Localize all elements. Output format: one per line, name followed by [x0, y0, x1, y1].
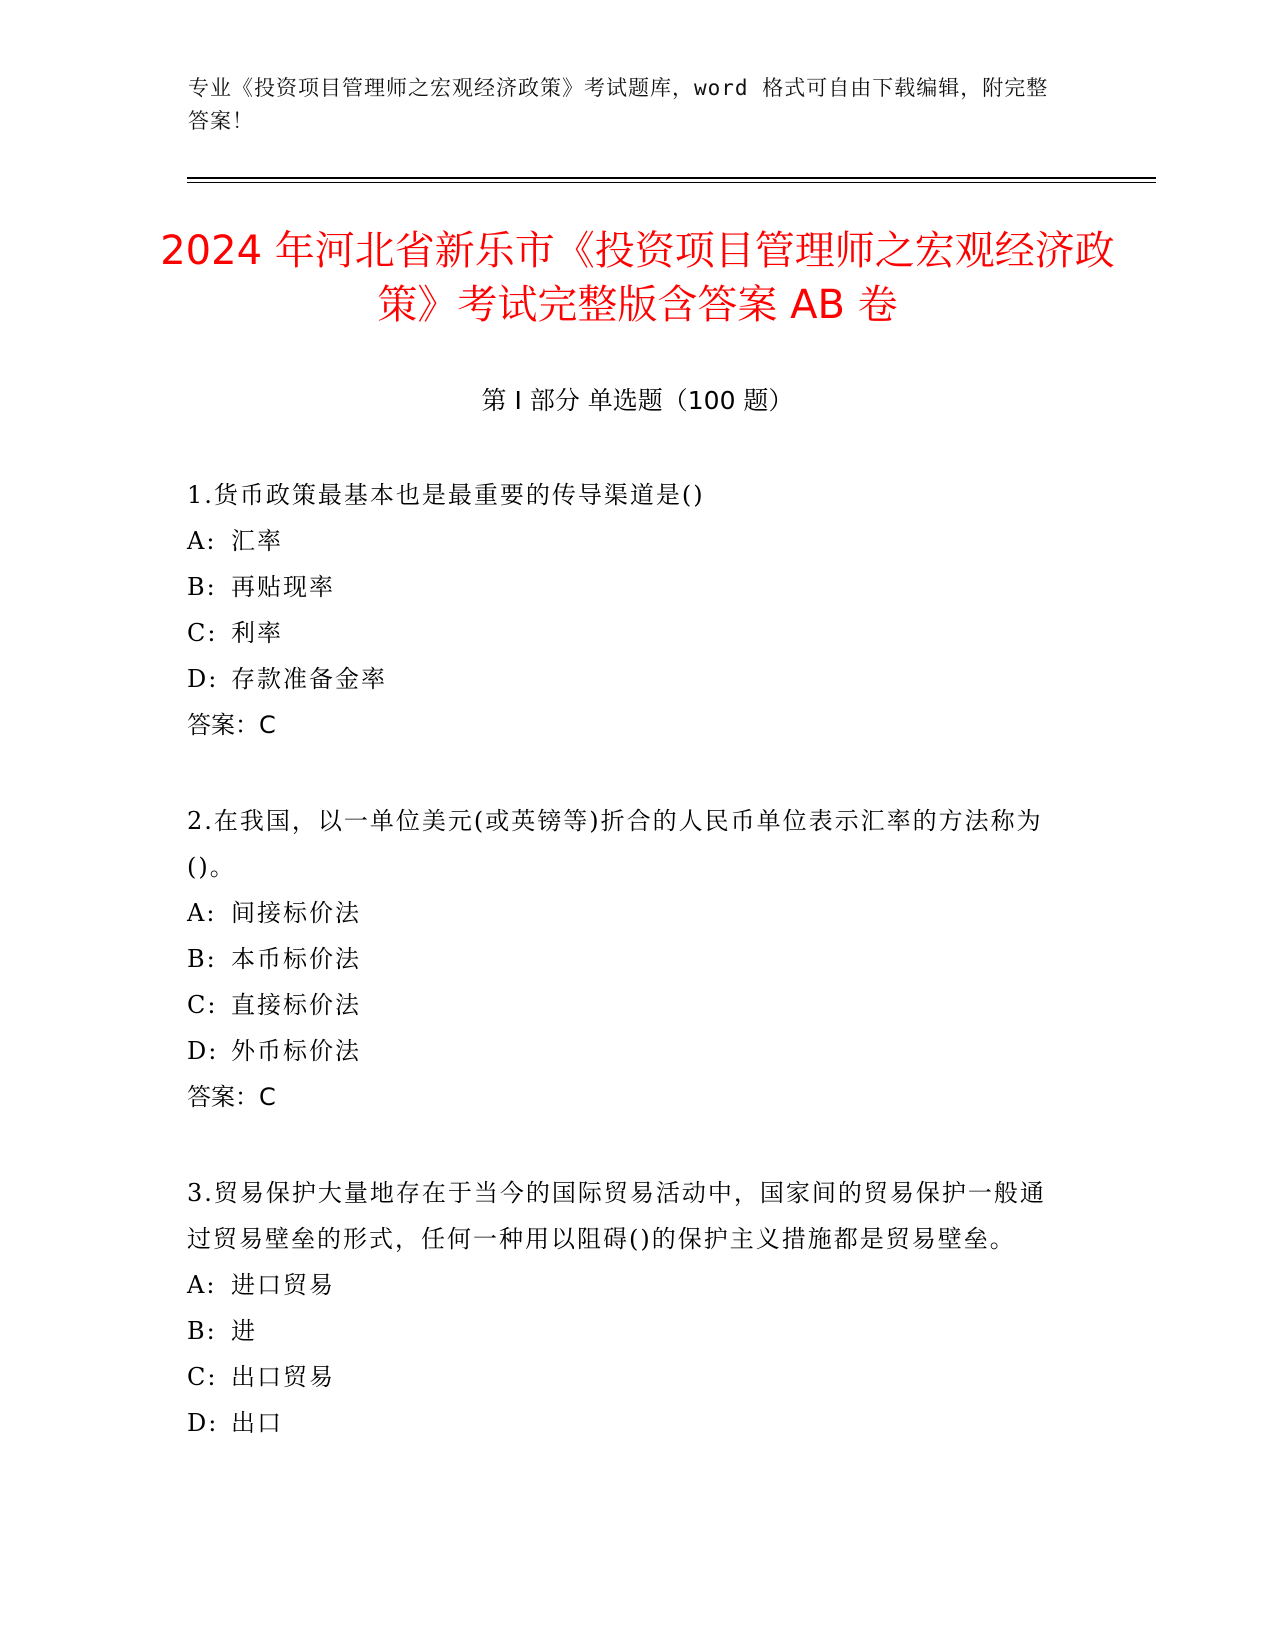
option-text: 本币标价法	[231, 945, 361, 973]
header-divider-thin	[187, 182, 1156, 183]
option-d	[187, 1400, 1067, 1446]
option-key: A:	[187, 527, 217, 555]
option-key: C:	[187, 991, 218, 1019]
option-c	[187, 1354, 1067, 1400]
option-b	[187, 1308, 1067, 1354]
option-b	[187, 936, 1067, 982]
document-title: 2024 年河北省新乐市《投资项目管理师之宏观经济政策》考试完整版含答案 AB 卷	[160, 228, 1115, 328]
option-text: 进	[231, 1317, 257, 1345]
option-key: B:	[187, 945, 217, 973]
header-divider-thick	[187, 177, 1156, 179]
option-key: B:	[187, 1317, 217, 1345]
option-text: 出口	[231, 1409, 283, 1437]
option-a	[187, 518, 1067, 564]
option-text: 利率	[231, 619, 283, 647]
option-a	[187, 890, 1067, 936]
question-stem: 1.货币政策最基本也是最重要的传导渠道是()	[187, 481, 705, 509]
question-stem: 2.在我国，以一单位美元(或英镑等)折合的人民币单位表示汇率的方法称为()。	[187, 807, 1043, 881]
answer-line: 答案：C	[187, 1083, 276, 1111]
option-d	[187, 1028, 1067, 1074]
option-key: D:	[187, 1409, 219, 1437]
option-text: 外币标价法	[231, 1037, 361, 1065]
question-list	[187, 472, 1067, 1496]
question-2	[187, 798, 1067, 1120]
option-c	[187, 982, 1067, 1028]
option-key: B:	[187, 573, 217, 601]
option-key: C:	[187, 619, 218, 647]
option-text: 直接标价法	[231, 991, 361, 1019]
option-key: A:	[187, 899, 217, 927]
option-text: 存款准备金率	[231, 665, 387, 693]
option-b	[187, 564, 1067, 610]
question-1	[187, 472, 1067, 748]
option-key: C:	[187, 1363, 218, 1391]
option-text: 进口贸易	[231, 1271, 335, 1299]
option-key: A:	[187, 1271, 217, 1299]
option-key: D:	[187, 1037, 219, 1065]
option-text: 间接标价法	[231, 899, 361, 927]
option-c	[187, 610, 1067, 656]
header-note: 专业《投资项目管理师之宏观经济政策》考试题库，word 格式可自由下载编辑，附完整答案！	[188, 76, 1049, 133]
option-text: 汇率	[231, 527, 283, 555]
option-a	[187, 1262, 1067, 1308]
option-d	[187, 656, 1067, 702]
section-heading: 第 I 部分 单选题（100 题）	[481, 386, 794, 415]
option-text: 再贴现率	[231, 573, 335, 601]
question-stem: 3.贸易保护大量地存在于当今的国际贸易活动中，国家间的贸易保护一般通过贸易壁垒的形式，任何一种用以阻碍()的保护主义措施都是贸易壁垒。	[187, 1179, 1046, 1253]
answer-line: 答案：C	[187, 711, 276, 739]
option-text: 出口贸易	[231, 1363, 335, 1391]
option-key: D:	[187, 665, 219, 693]
question-3	[187, 1170, 1067, 1446]
